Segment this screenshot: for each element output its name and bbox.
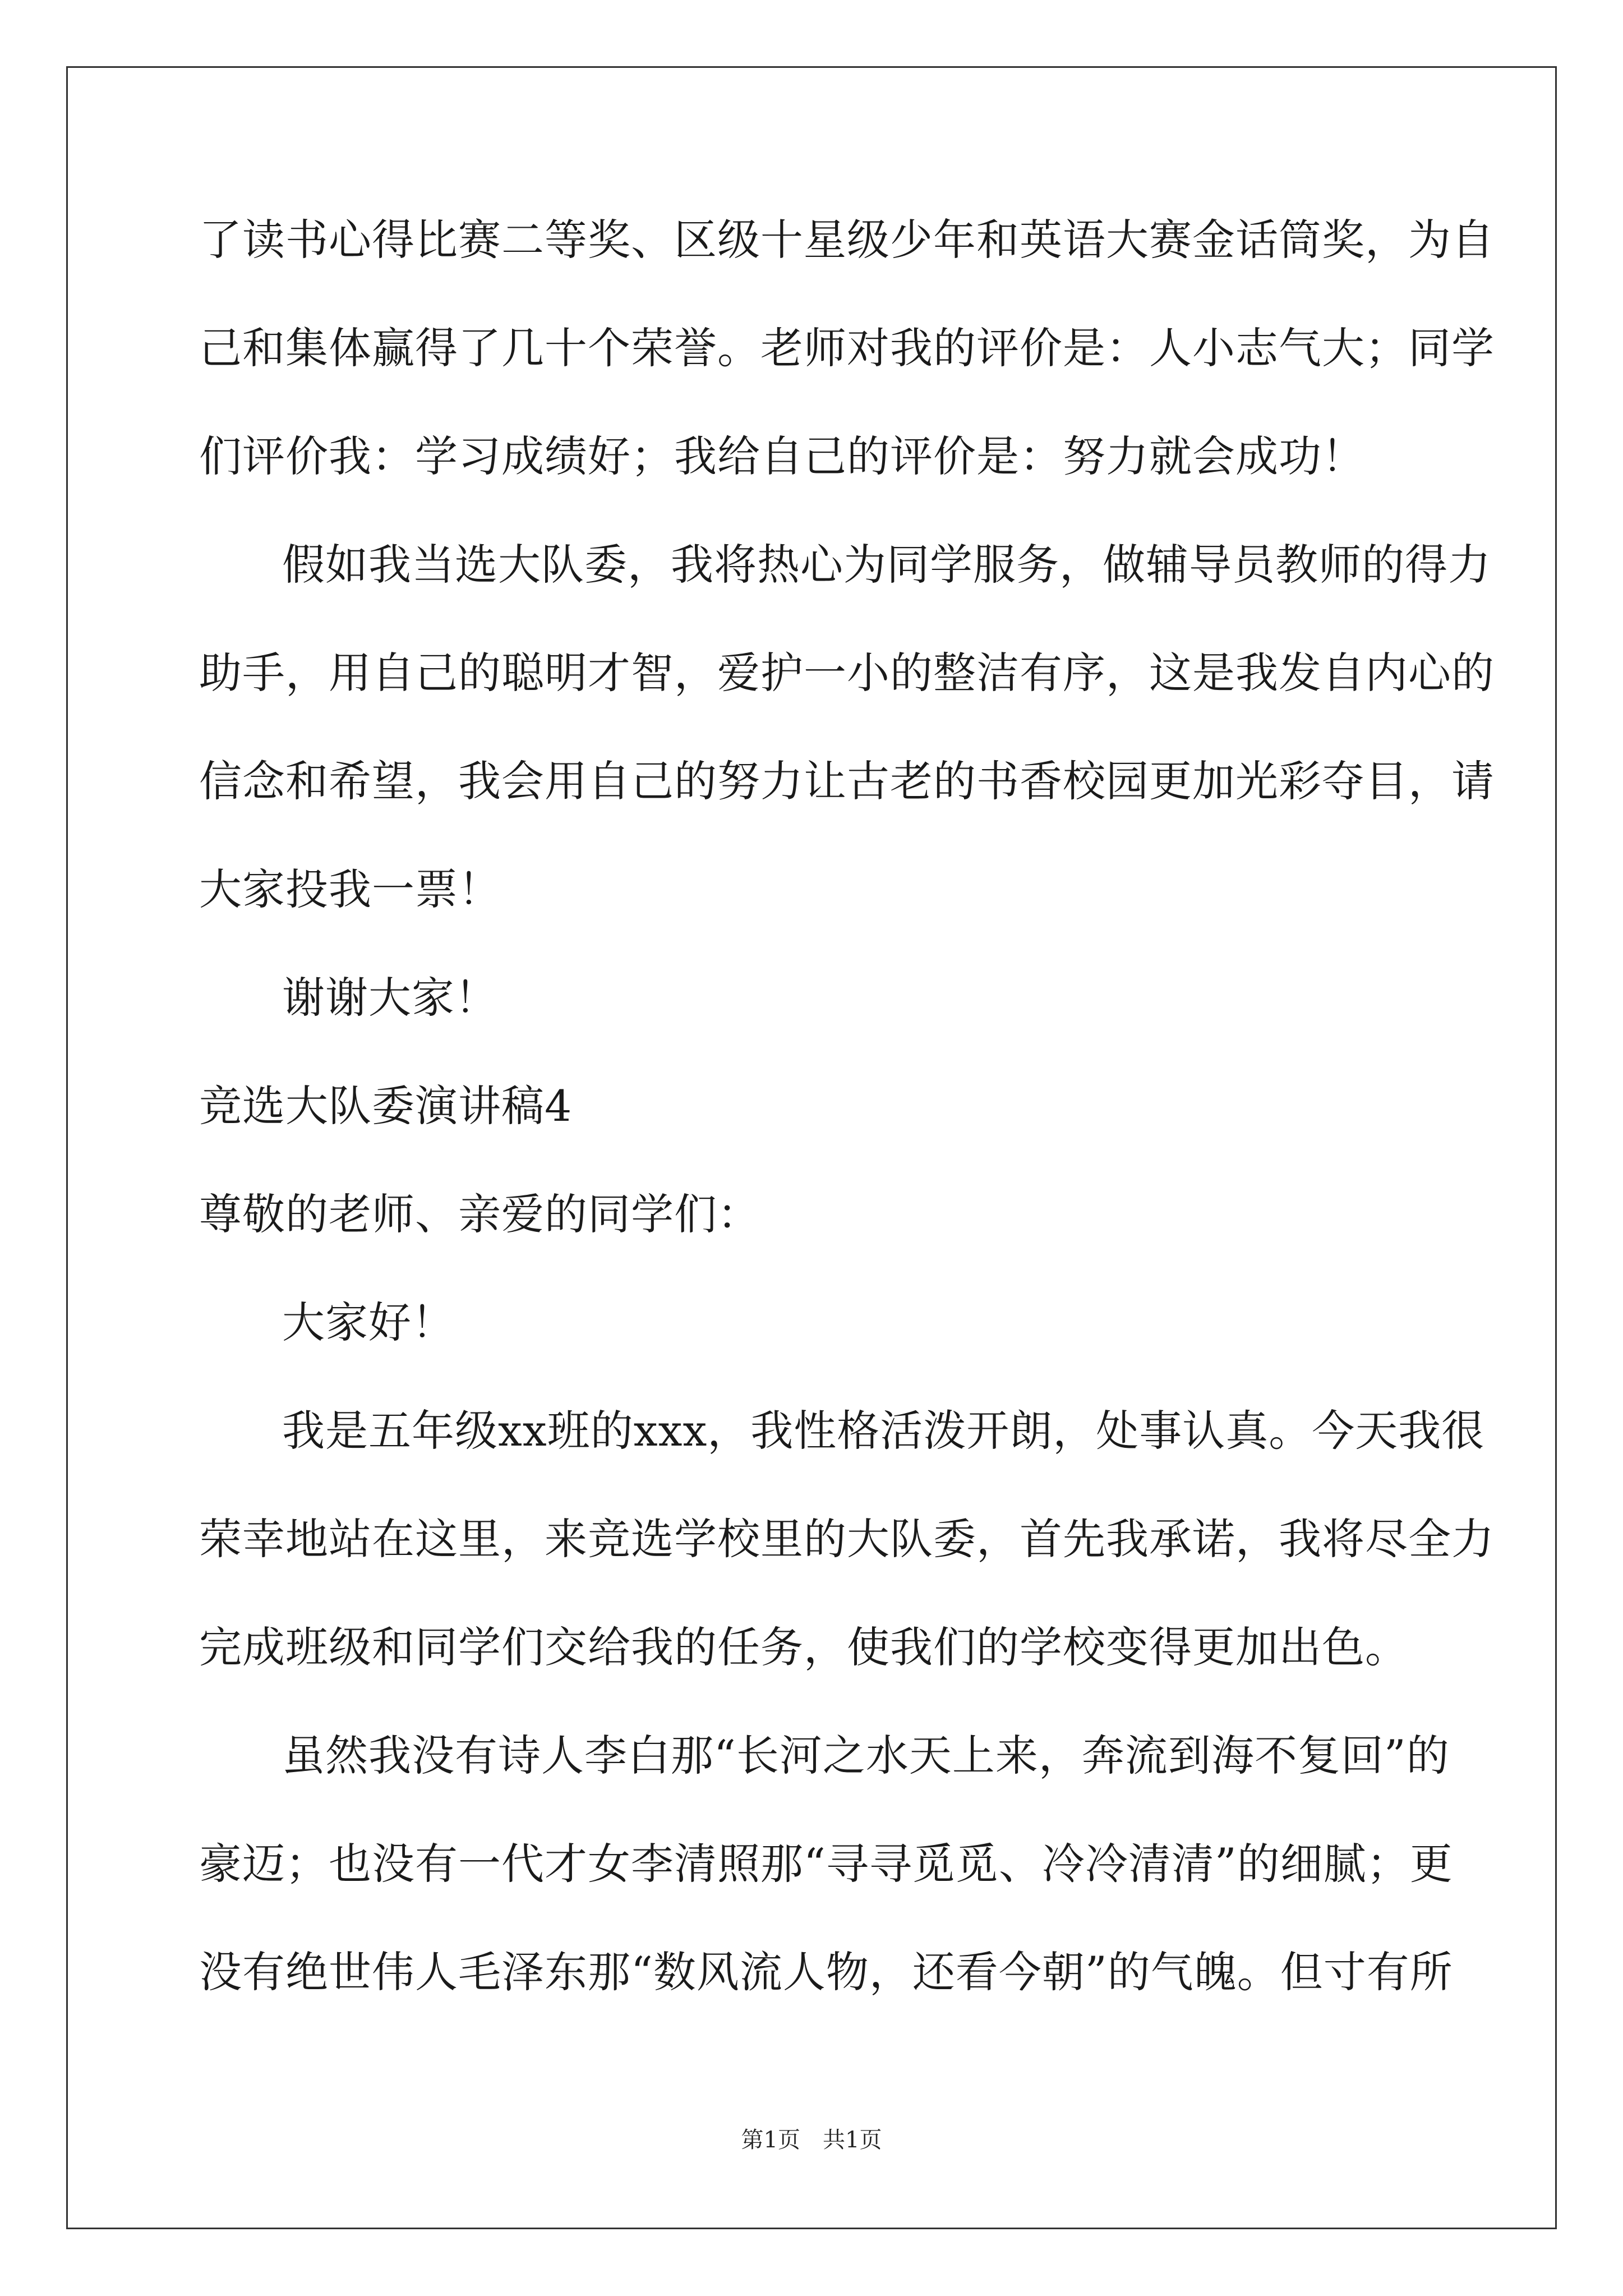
paragraph-line: 信念和希望，我会用自己的努力让古老的书香校园更加光彩夺目，请 — [199, 756, 1495, 806]
page-number-footer: 第1页 共1页 — [741, 2127, 882, 2153]
paragraph-line: 虽然我没有诗人李白那“长河之水天上来，奔流到海不复回”的 — [282, 1731, 1450, 1780]
section-heading: 竞选大队委演讲稿4 — [199, 1081, 573, 1131]
paragraph-line: 大家投我一票！ — [199, 864, 501, 914]
paragraph-line: 豪迈；也没有一代才女李清照那“寻寻觅觅、冷冷清清”的细腻；更 — [199, 1839, 1453, 1889]
greeting-line: 大家好！ — [282, 1297, 455, 1347]
paragraph-line: 了读书心得比赛二等奖、区级十星级少年和英语大赛金话筒奖，为自 — [199, 215, 1495, 265]
closing-line: 谢谢大家！ — [282, 973, 498, 1023]
paragraph-line: 我是五年级xx班的xxx，我性格活泼开朗，处事认真。今天我很 — [282, 1406, 1485, 1456]
paragraph-line: 己和集体赢得了几十个荣誉。老师对我的评价是：人小志气大；同学 — [199, 323, 1495, 373]
paragraph-line: 荣幸地站在这里，来竞选学校里的大队委，首先我承诺，我将尽全力 — [199, 1514, 1495, 1564]
paragraph-line: 助手，用自己的聪明才智，爱护一小的整洁有序，这是我发自内心的 — [199, 648, 1495, 698]
paragraph-line: 们评价我：学习成绩好；我给自己的评价是：努力就会成功！ — [199, 431, 1365, 481]
salutation-line: 尊敬的老师、亲爱的同学们： — [199, 1189, 760, 1239]
paragraph-line: 完成班级和同学们交给我的任务，使我们的学校变得更加出色。 — [199, 1622, 1408, 1672]
page-border — [66, 66, 1557, 2229]
paragraph-line: 没有绝世伟人毛泽东那“数风流人物，还看今朝”的气魄。但寸有所 — [199, 1947, 1453, 1997]
paragraph-line: 假如我当选大队委，我将热心为同学服务，做辅导员教师的得力 — [282, 540, 1491, 590]
